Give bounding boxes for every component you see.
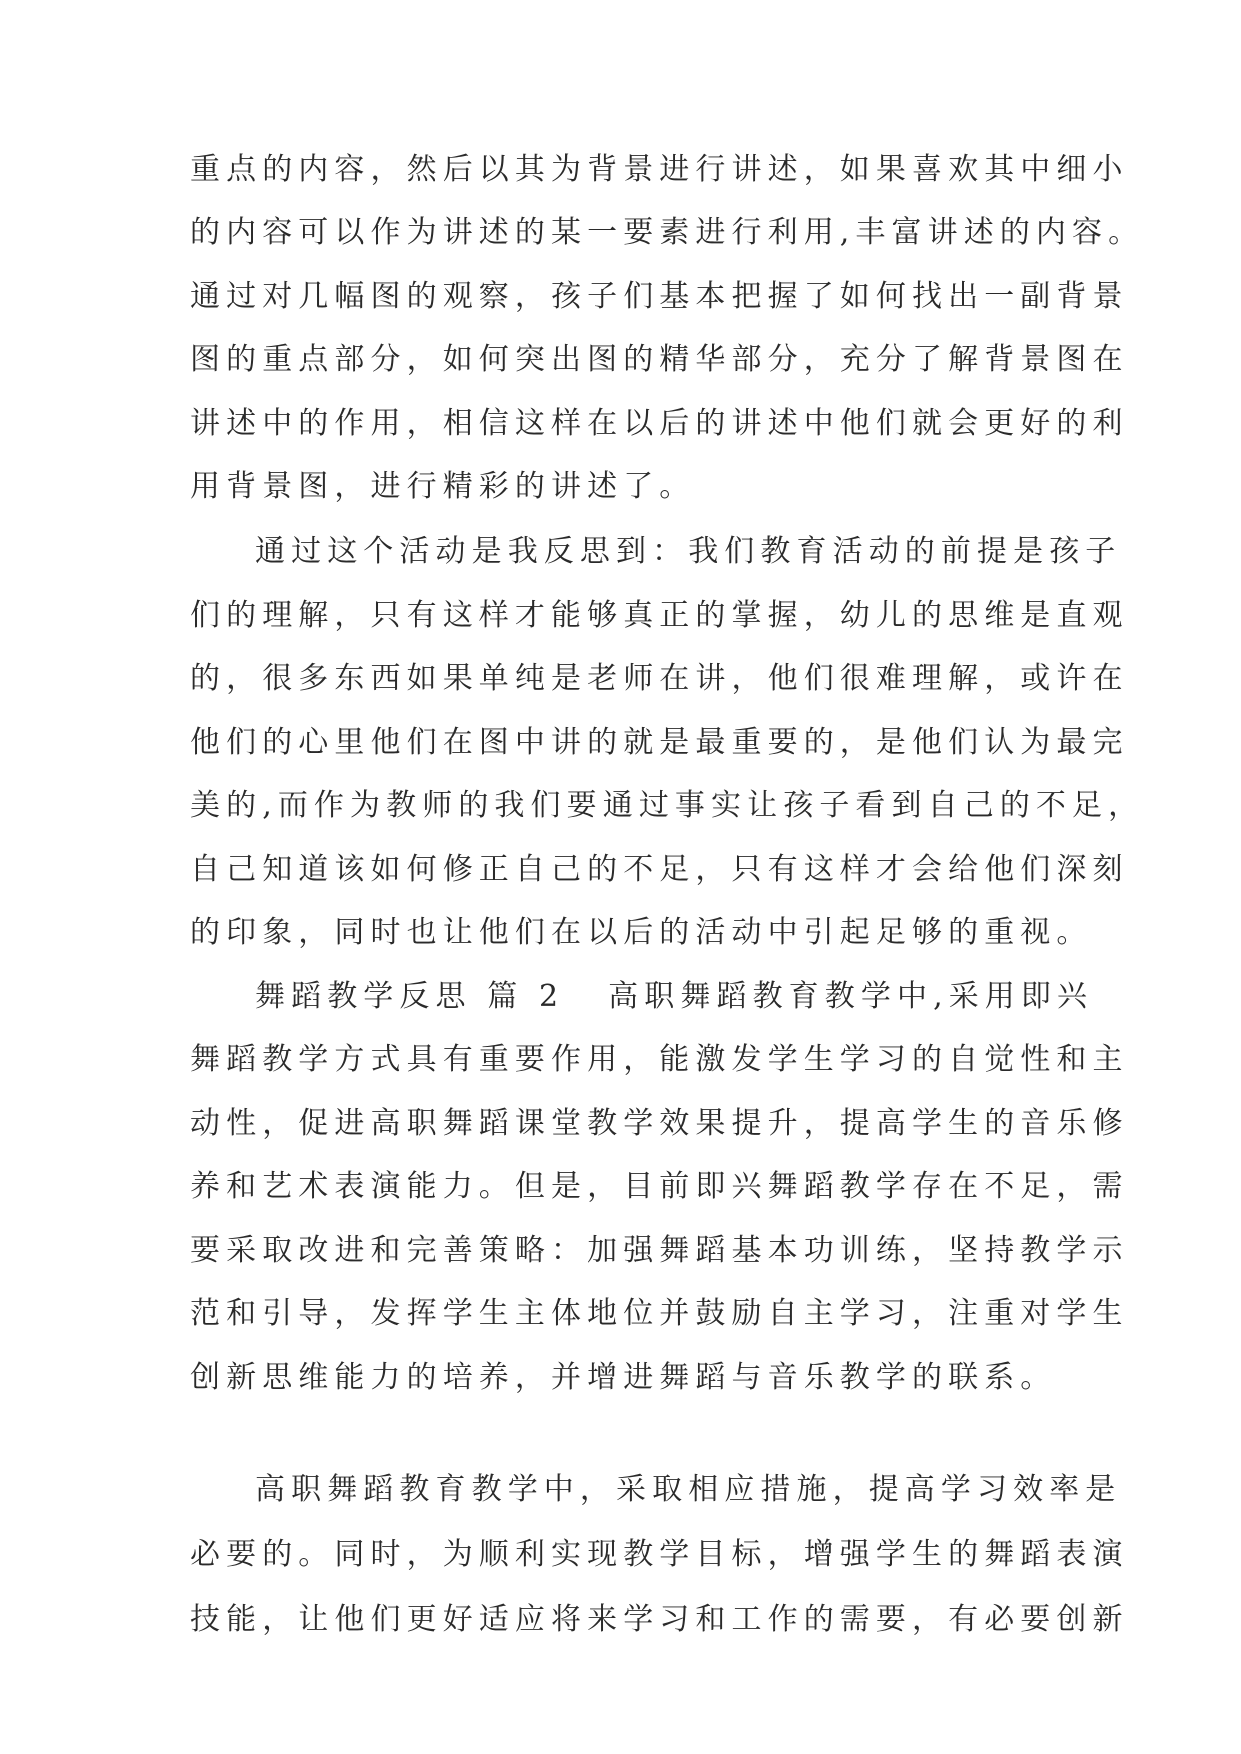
paragraph-2-line-2: 们的理解，只有这样才能够真正的掌握，幼儿的思维是直观 xyxy=(190,598,1129,633)
paragraph-4-line-1: 高职舞蹈教育教学中，采取相应措施，提高学习效率是 xyxy=(255,1472,1122,1507)
paragraph-1-line-3: 通过对几幅图的观察，孩子们基本把握了如何找出一副背景 xyxy=(190,279,1129,314)
paragraph-1-line-1: 重点的内容，然后以其为背景进行讲述，如果喜欢其中细小 xyxy=(190,152,1129,187)
paragraph-2-line-6: 自己知道该如何修正自己的不足，只有这样才会给他们深刻 xyxy=(190,852,1129,887)
paragraph-3-line-1: 舞蹈教学方式具有重要作用，能激发学生学习的自觉性和主 xyxy=(190,1042,1129,1077)
paragraph-4-line-2: 必要的。同时，为顺利实现教学目标，增强学生的舞蹈表演 xyxy=(190,1537,1129,1572)
paragraph-3-line-5: 范和引导，发挥学生主体地位并鼓励自主学习，注重对学生 xyxy=(190,1296,1129,1331)
paragraph-3-line-2: 动性，促进高职舞蹈课堂教学效果提升，提高学生的音乐修 xyxy=(190,1106,1129,1141)
paragraph-2-line-3: 的，很多东西如果单纯是老师在讲，他们很难理解，或许在 xyxy=(190,661,1129,696)
paragraph-2-line-7: 的印象，同时也让他们在以后的活动中引起足够的重视。 xyxy=(190,915,1093,950)
paragraph-3-line-6: 创新思维能力的培养，并增进舞蹈与音乐教学的联系。 xyxy=(190,1360,1057,1395)
paragraph-1-line-2: 的内容可以作为讲述的某一要素进行利用,丰富讲述的内容。 xyxy=(190,215,1145,250)
paragraph-1-line-4: 图的重点部分，如何突出图的精华部分，充分了解背景图在 xyxy=(190,342,1129,377)
paragraph-3-line-3: 养和艺术表演能力。但是，目前即兴舞蹈教学存在不足，需 xyxy=(190,1169,1129,1204)
paragraph-2-line-5: 美的,而作为教师的我们要通过事实让孩子看到自己的不足， xyxy=(190,788,1145,823)
paragraph-3-line-4: 要采取改进和完善策略：加强舞蹈基本功训练，坚持教学示 xyxy=(190,1233,1129,1268)
paragraph-2-line-4: 他们的心里他们在图中讲的就是最重要的，是他们认为最完 xyxy=(190,725,1129,760)
section-heading-line xyxy=(255,977,1241,1017)
paragraph-1-line-5: 讲述中的作用，相信这样在以后的讲述中他们就会更好的利 xyxy=(190,406,1129,441)
section-heading: 舞蹈教学反思 篇 2 xyxy=(255,979,565,1014)
paragraph-2-line-1: 通过这个活动是我反思到：我们教育活动的前提是孩子 xyxy=(255,534,1122,569)
paragraph-4-line-3: 技能，让他们更好适应将来学习和工作的需要，有必要创新 xyxy=(190,1602,1129,1637)
section-heading-continuation: 高职舞蹈教育教学中,采用即兴 xyxy=(608,979,1094,1014)
paragraph-1-line-6: 用背景图，进行精彩的讲述了。 xyxy=(190,469,696,504)
